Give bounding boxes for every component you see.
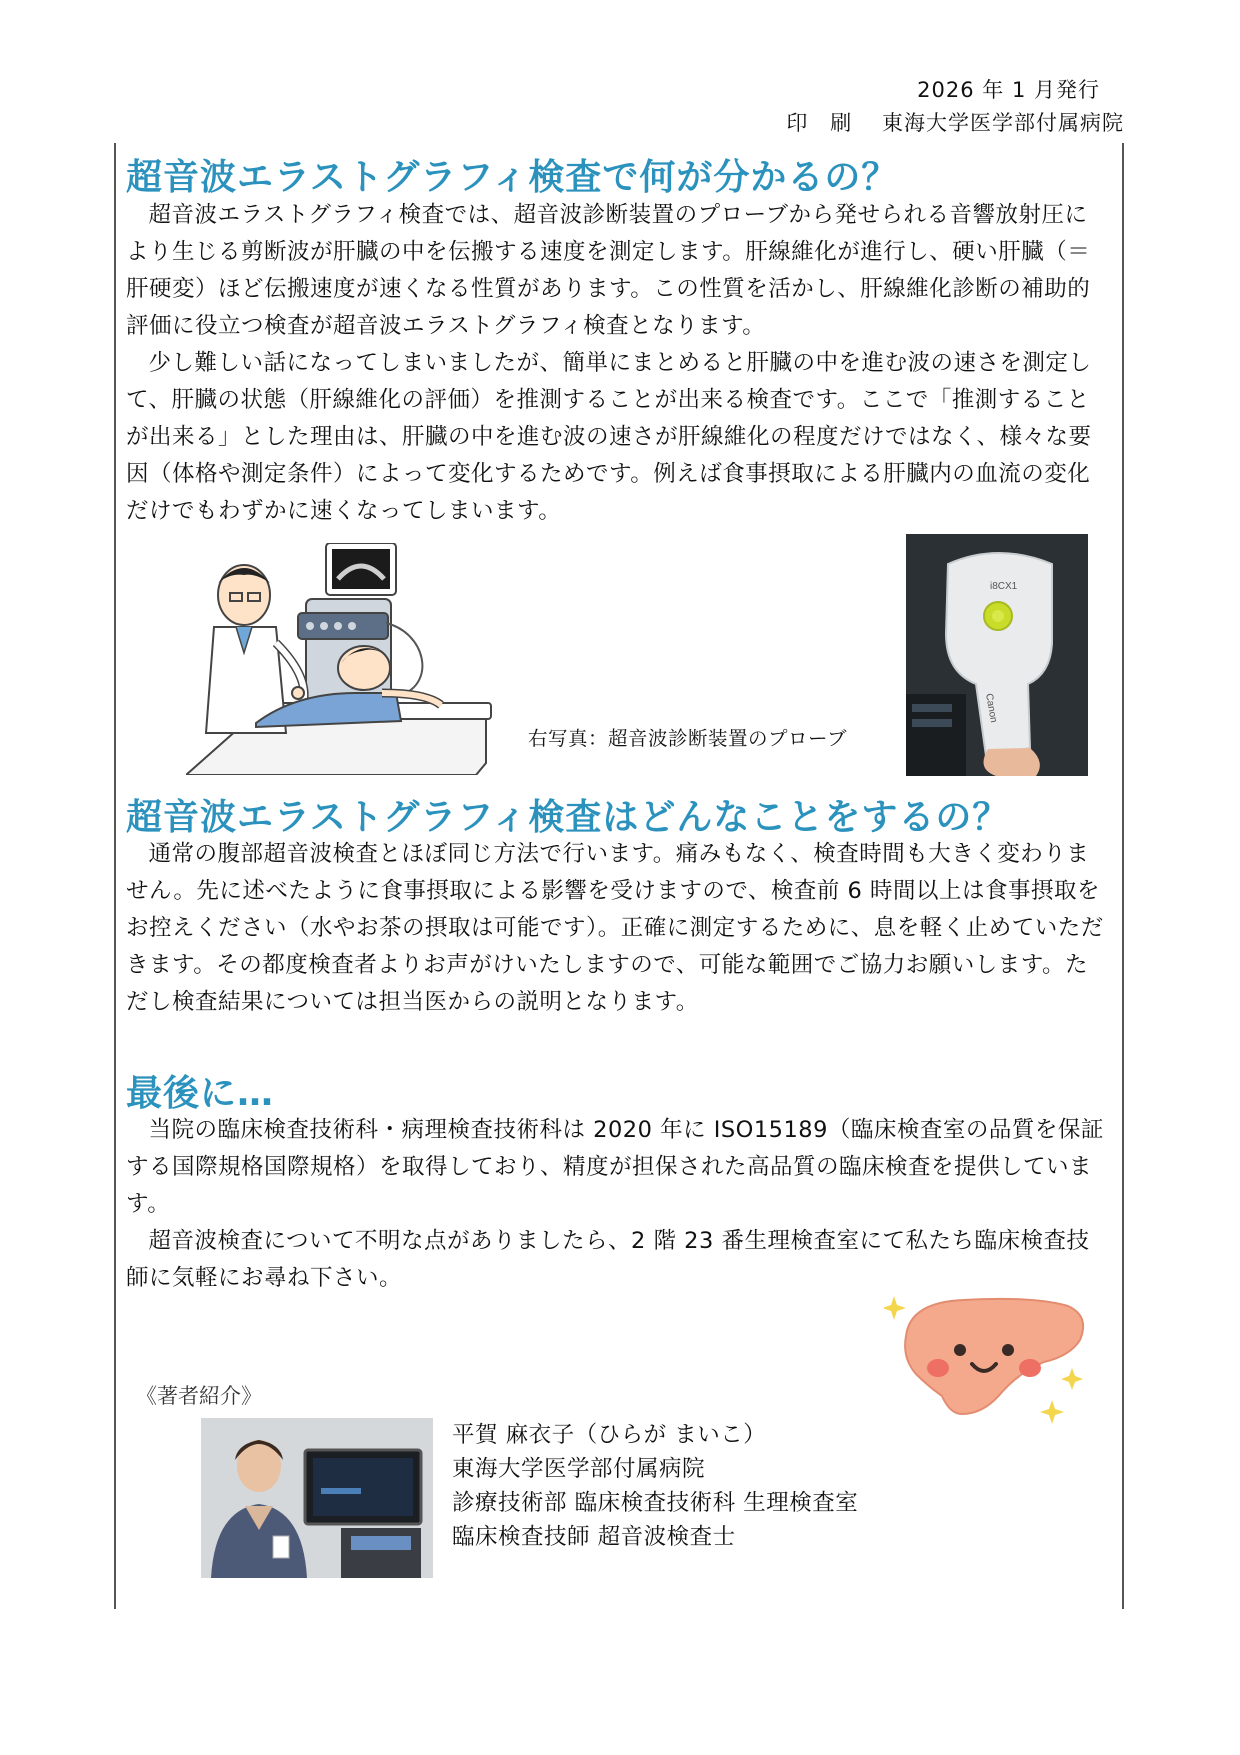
section3-paragraph: 当院の臨床検査技術科・病理検査技術科は 2020 年に ISO15189（臨床検査室の品質を保証する国際規格国際規格）を取得しており、精度が担保された高品質の臨床検査を提供しています。 <box>126 1117 1104 1217</box>
issue-date: 2026 年 1 月発行 <box>917 78 1100 102</box>
section1-paragraph: 超音波エラストグラフィ検査では、超音波診断装置のプローブから発せられる音響放射圧により生じる剪断波が肝臓の中を伝搬する速度を測定します。肝線維化が進行し、硬い肝臓（＝肝硬変）ほど伝搬速度が速くなる性質があります。この性質を活かし、肝線維化診断の補助的評価に役立つ検査が超音波エラストグラフィ検査となります。 <box>126 202 1091 339</box>
section2-paragraph: 通常の腹部超音波検査とほぼ同じ方法で行います。痛みもなく、検査時間も大きく変わりません。先に述べたように食事摂取による影響を受けますので、検査前 6 時間以上は食事摂取をお控えください（水やお茶の摂取は可能です）。正確に測定するために、息を軽く止めていただきます。その都度検査者よりお声がけいたしますので、可能な範囲でご協力お願いします。ただし検査結果については担当医からの説明となります。 <box>126 841 1104 1015</box>
printer-line: 印 刷 東海大学医学部付属病院 <box>786 111 1124 135</box>
photo-caption: 右写真：超音波診断装置のプローブ <box>528 727 848 750</box>
section2-title: 超音波エラストグラフィ検査はどんなことをするの？ <box>126 797 1010 838</box>
probe-brand-label: Canon <box>983 692 999 724</box>
section2-body <box>126 836 1106 1021</box>
doctor-ultrasound-illustration <box>186 543 496 775</box>
section1-title: 超音波エラストグラフィ検査で何が分かるの？ <box>126 157 899 198</box>
author-photo <box>201 1418 433 1578</box>
section3-paragraph: 超音波検査について不明な点がありましたら、2 階 23 番生理検査室にて私たち臨床検査技師に気軽にお尋ね下さい。 <box>126 1228 1090 1291</box>
author-title: 臨床検査技師 超音波検査士 <box>452 1524 736 1550</box>
section1-paragraph: 少し難しい話になってしまいましたが、簡単にまとめると肝臓の中を進む波の速さを測定して、肝臓の状態（肝線維化の評価）を推測することが出来る検査です。ここで「推測することが出来る」とした理由は、肝臓の中を進む波の速さが肝線維化の程度だけではなく、様々な要因（体格や測定条件）によって変化するためです。例えば食事摂取による肝臓内の血流の変化だけでもわずかに速くなってしまいます。 <box>126 350 1092 524</box>
author-department: 診療技術部 臨床検査技術科 生理検査室 <box>452 1490 859 1516</box>
section3-body <box>126 1112 1106 1297</box>
author-name: 平賀 麻衣子（ひらが まいこ） <box>452 1422 767 1448</box>
author-section-label: 《著者紹介》 <box>136 1384 262 1408</box>
section1-body <box>126 197 1106 530</box>
probe-photo <box>906 534 1088 776</box>
section3-title: 最後に… <box>126 1073 275 1114</box>
author-info <box>452 1418 858 1554</box>
probe-model-label: i8CX1 <box>990 581 1018 592</box>
liver-character-illustration <box>884 1288 1100 1430</box>
author-hospital: 東海大学医学部付属病院 <box>452 1456 706 1482</box>
